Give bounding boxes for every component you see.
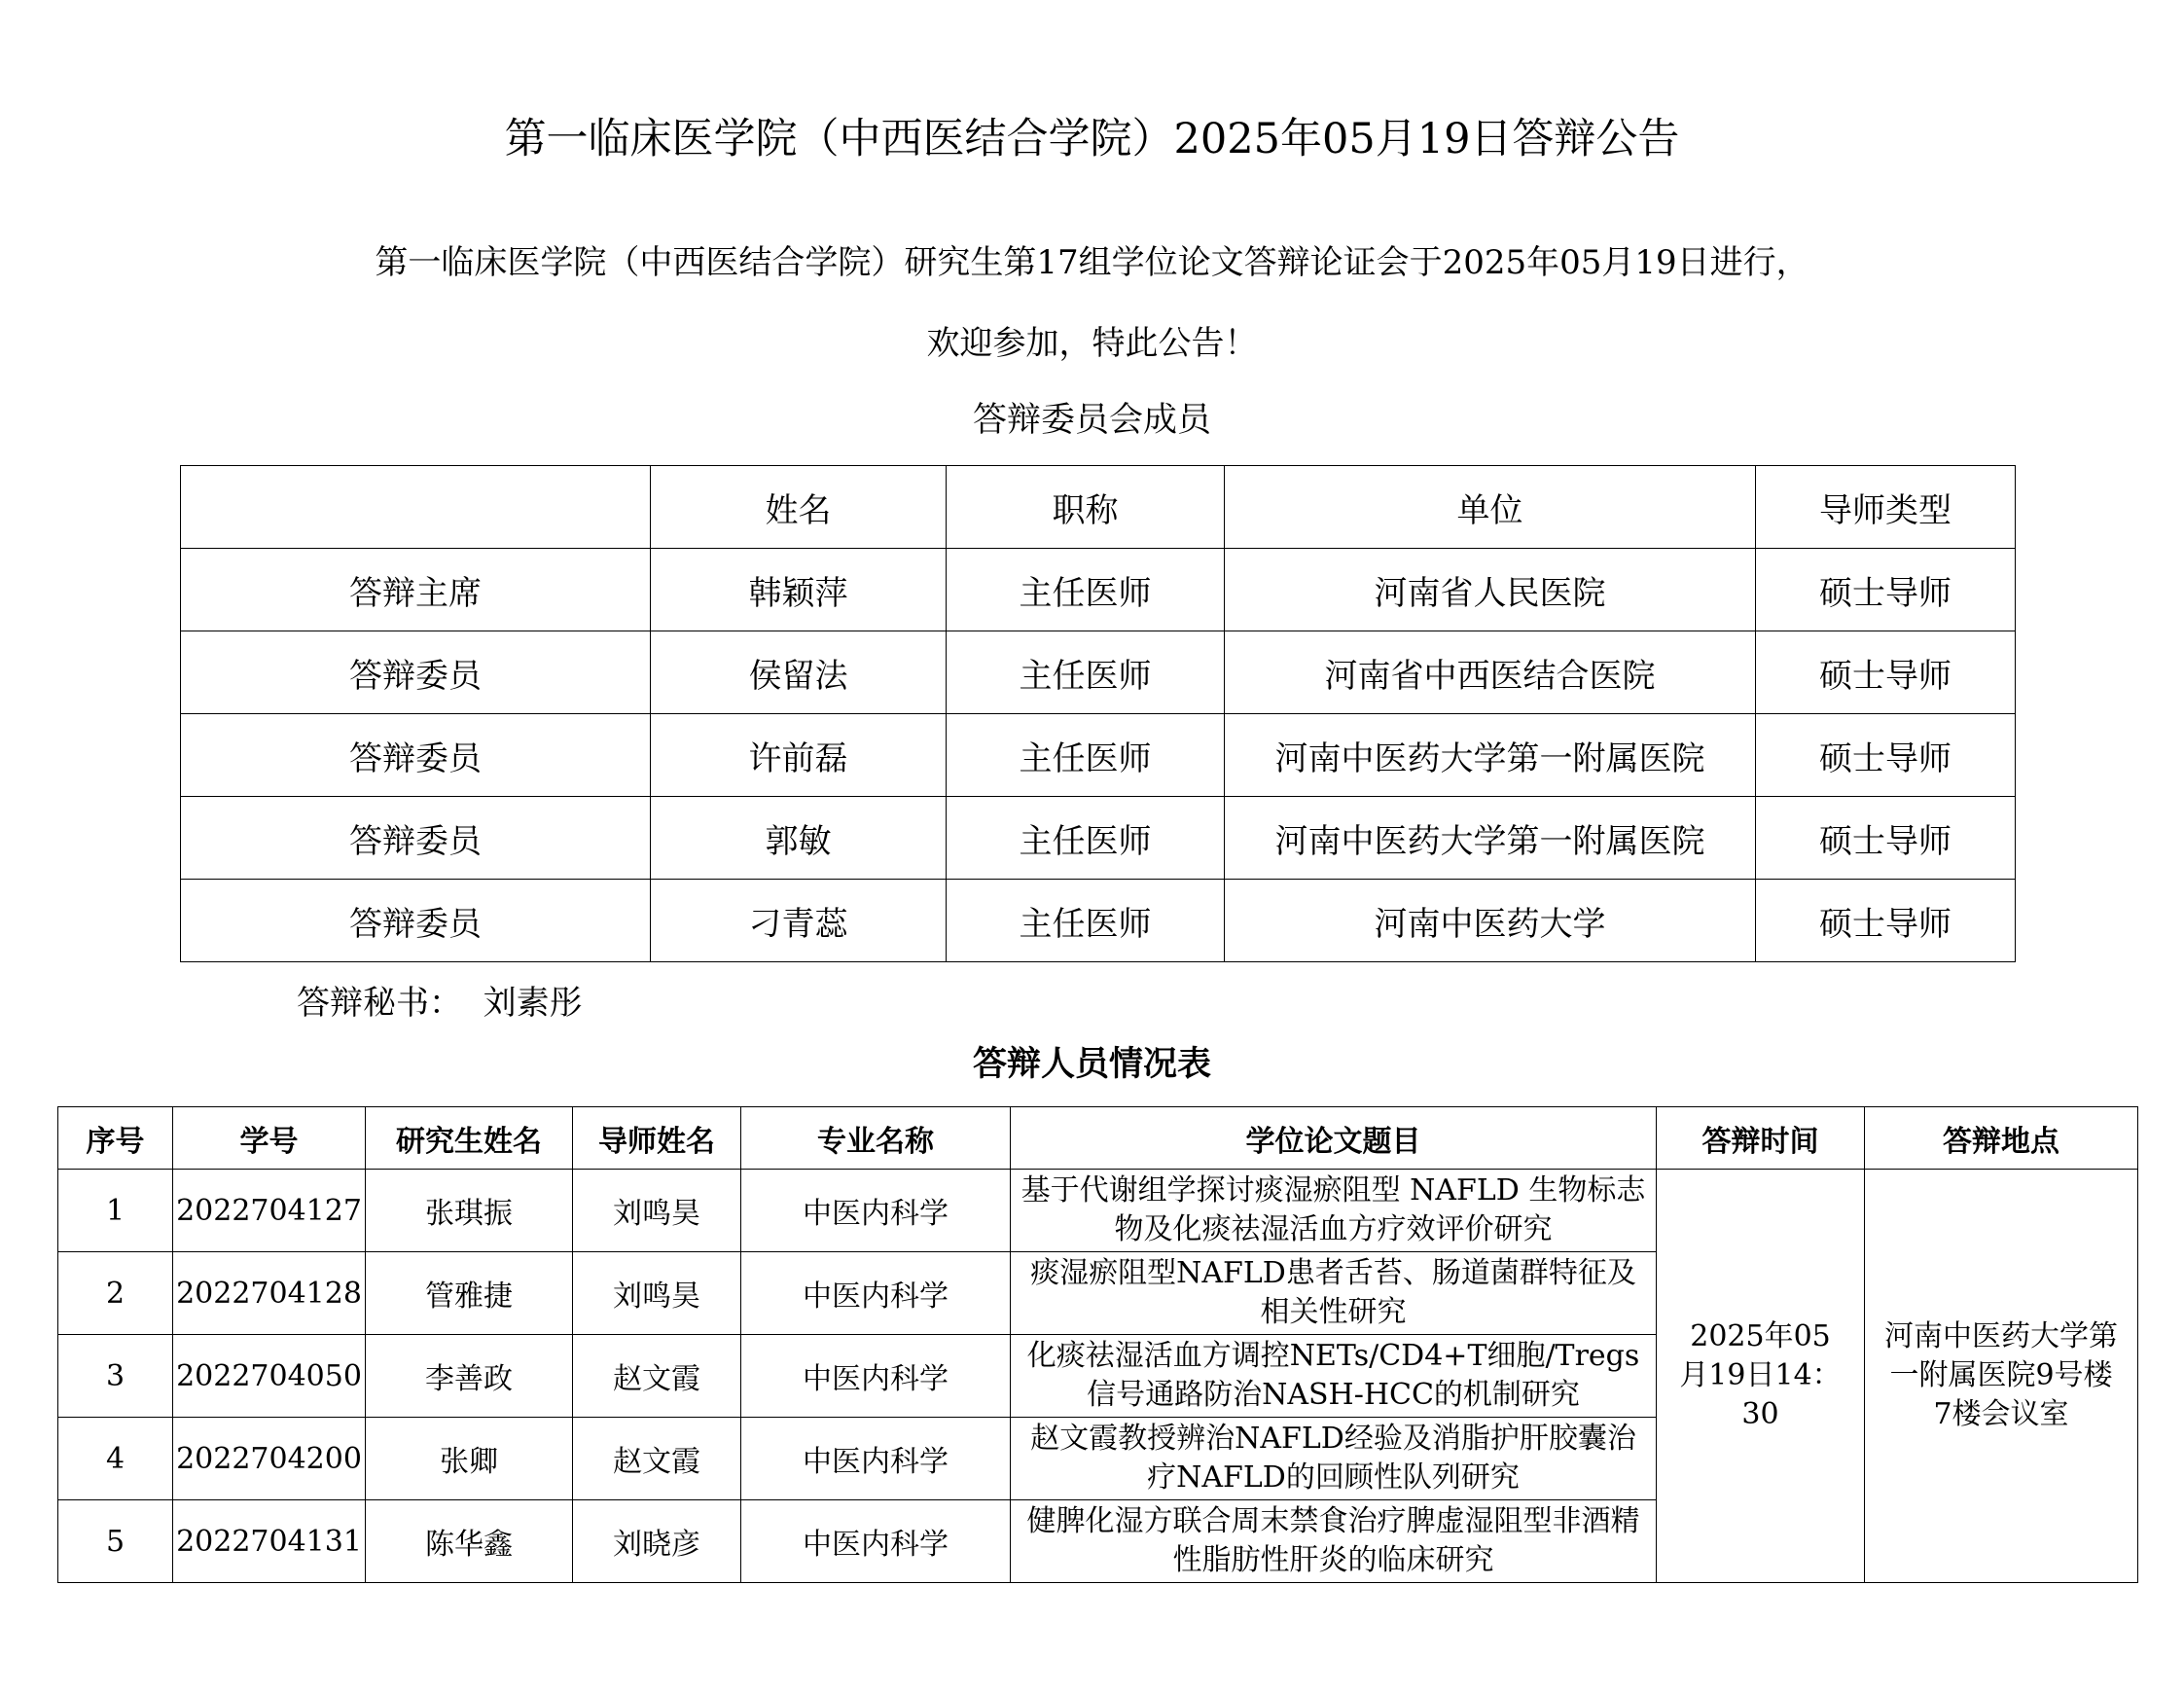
student-advisor: 赵文霞 bbox=[573, 1418, 741, 1500]
defense-time: 2025年05月19日14：30 bbox=[1657, 1170, 1865, 1583]
committee-title: 主任医师 bbox=[947, 631, 1225, 714]
committee-unit: 河南中医药大学第一附属医院 bbox=[1225, 714, 1756, 797]
students-header-topic: 学位论文题目 bbox=[1011, 1107, 1657, 1170]
table-row bbox=[58, 1170, 2138, 1252]
secretary-name: 刘素彤 bbox=[483, 984, 583, 1023]
committee-header-role bbox=[181, 466, 651, 549]
student-advisor: 刘晓彦 bbox=[573, 1500, 741, 1583]
committee-header-unit: 单位 bbox=[1225, 466, 1756, 549]
student-major: 中医内科学 bbox=[741, 1170, 1011, 1252]
committee-unit: 河南中医药大学 bbox=[1225, 880, 1756, 962]
committee-type: 硕士导师 bbox=[1756, 880, 2016, 962]
committee-role: 答辩主席 bbox=[181, 549, 651, 631]
committee-unit: 河南省中西医结合医院 bbox=[1225, 631, 1756, 714]
students-heading: 答辩人员情况表 bbox=[972, 1044, 1211, 1084]
student-id: 2022704131 bbox=[173, 1500, 366, 1583]
students-header-id: 学号 bbox=[173, 1107, 366, 1170]
student-topic: 赵文霞教授辨治NAFLD经验及消脂护肝胶囊治疗NAFLD的回顾性队列研究 bbox=[1011, 1418, 1657, 1500]
committee-role: 答辩委员 bbox=[181, 880, 651, 962]
student-advisor: 赵文霞 bbox=[573, 1335, 741, 1418]
student-name: 张卿 bbox=[366, 1418, 573, 1500]
student-major: 中医内科学 bbox=[741, 1418, 1011, 1500]
committee-name: 韩颖萍 bbox=[651, 549, 947, 631]
committee-unit: 河南省人民医院 bbox=[1225, 549, 1756, 631]
committee-header-type: 导师类型 bbox=[1756, 466, 2016, 549]
student-topic: 痰湿瘀阻型NAFLD患者舌苔、肠道菌群特征及相关性研究 bbox=[1011, 1252, 1657, 1335]
student-id: 2022704127 bbox=[173, 1170, 366, 1252]
students-header-row bbox=[58, 1107, 2138, 1170]
student-topic: 健脾化湿方联合周末禁食治疗脾虚湿阻型非酒精性脂肪性肝炎的临床研究 bbox=[1011, 1500, 1657, 1583]
committee-type: 硕士导师 bbox=[1756, 549, 2016, 631]
committee-type: 硕士导师 bbox=[1756, 714, 2016, 797]
committee-header-row bbox=[181, 466, 2016, 549]
secretary-line bbox=[297, 976, 583, 1030]
committee-header-title: 职称 bbox=[947, 466, 1225, 549]
committee-role: 答辩委员 bbox=[181, 714, 651, 797]
student-index: 3 bbox=[58, 1335, 173, 1418]
committee-heading: 答辩委员会成员 bbox=[972, 401, 1211, 440]
committee-row bbox=[181, 714, 2016, 797]
students-header-name: 研究生姓名 bbox=[366, 1107, 573, 1170]
student-major: 中医内科学 bbox=[741, 1252, 1011, 1335]
committee-title: 主任医师 bbox=[947, 549, 1225, 631]
committee-title: 主任医师 bbox=[947, 797, 1225, 880]
student-advisor: 刘鸣昊 bbox=[573, 1170, 741, 1252]
intro-line-2: 欢迎参加，特此公告！ bbox=[926, 324, 1258, 363]
committee-title: 主任医师 bbox=[947, 880, 1225, 962]
student-advisor: 刘鸣昊 bbox=[573, 1252, 741, 1335]
committee-row bbox=[181, 631, 2016, 714]
student-index: 5 bbox=[58, 1500, 173, 1583]
committee-type: 硕士导师 bbox=[1756, 797, 2016, 880]
student-index: 4 bbox=[58, 1418, 173, 1500]
student-id: 2022704050 bbox=[173, 1335, 366, 1418]
students-header-major: 专业名称 bbox=[741, 1107, 1011, 1170]
committee-row bbox=[181, 880, 2016, 962]
students-header-index: 序号 bbox=[58, 1107, 173, 1170]
committee-unit: 河南中医药大学第一附属医院 bbox=[1225, 797, 1756, 880]
committee-type: 硕士导师 bbox=[1756, 631, 2016, 714]
committee-name: 侯留法 bbox=[651, 631, 947, 714]
committee-role: 答辩委员 bbox=[181, 797, 651, 880]
intro-line-1: 第一临床医学院（中西医结合学院）研究生第17组学位论文答辩论证会于2025年05月19日进行， bbox=[375, 243, 1809, 282]
student-major: 中医内科学 bbox=[741, 1500, 1011, 1583]
students-header-time: 答辩时间 bbox=[1657, 1107, 1865, 1170]
student-id: 2022704128 bbox=[173, 1252, 366, 1335]
committee-name: 郭敏 bbox=[651, 797, 947, 880]
student-major: 中医内科学 bbox=[741, 1335, 1011, 1418]
students-header-location: 答辩地点 bbox=[1865, 1107, 2138, 1170]
committee-row bbox=[181, 549, 2016, 631]
student-topic: 化痰祛湿活血方调控NETs/CD4+T细胞/Tregs信号通路防治NASH-HCC的机制研究 bbox=[1011, 1335, 1657, 1418]
page-title: 第一临床医学院（中西医结合学院）2025年05月19日答辩公告 bbox=[504, 115, 1680, 163]
secretary-label: 答辩秘书： bbox=[297, 984, 462, 1023]
student-id: 2022704200 bbox=[173, 1418, 366, 1500]
student-name: 张琪振 bbox=[366, 1170, 573, 1252]
defense-location: 河南中医药大学第一附属医院9号楼7楼会议室 bbox=[1865, 1170, 2138, 1583]
committee-name: 许前磊 bbox=[651, 714, 947, 797]
committee-name: 刁青蕊 bbox=[651, 880, 947, 962]
student-index: 2 bbox=[58, 1252, 173, 1335]
student-name: 管雅捷 bbox=[366, 1252, 573, 1335]
students-header-advisor: 导师姓名 bbox=[573, 1107, 741, 1170]
committee-row bbox=[181, 797, 2016, 880]
student-name: 陈华鑫 bbox=[366, 1500, 573, 1583]
student-name: 李善政 bbox=[366, 1335, 573, 1418]
students-table bbox=[57, 1106, 2138, 1583]
committee-title: 主任医师 bbox=[947, 714, 1225, 797]
committee-table bbox=[180, 465, 2016, 962]
committee-header-name: 姓名 bbox=[651, 466, 947, 549]
committee-role: 答辩委员 bbox=[181, 631, 651, 714]
student-index: 1 bbox=[58, 1170, 173, 1252]
student-topic: 基于代谢组学探讨痰湿瘀阻型 NAFLD 生物标志物及化痰祛湿活血方疗效评价研究 bbox=[1011, 1170, 1657, 1252]
